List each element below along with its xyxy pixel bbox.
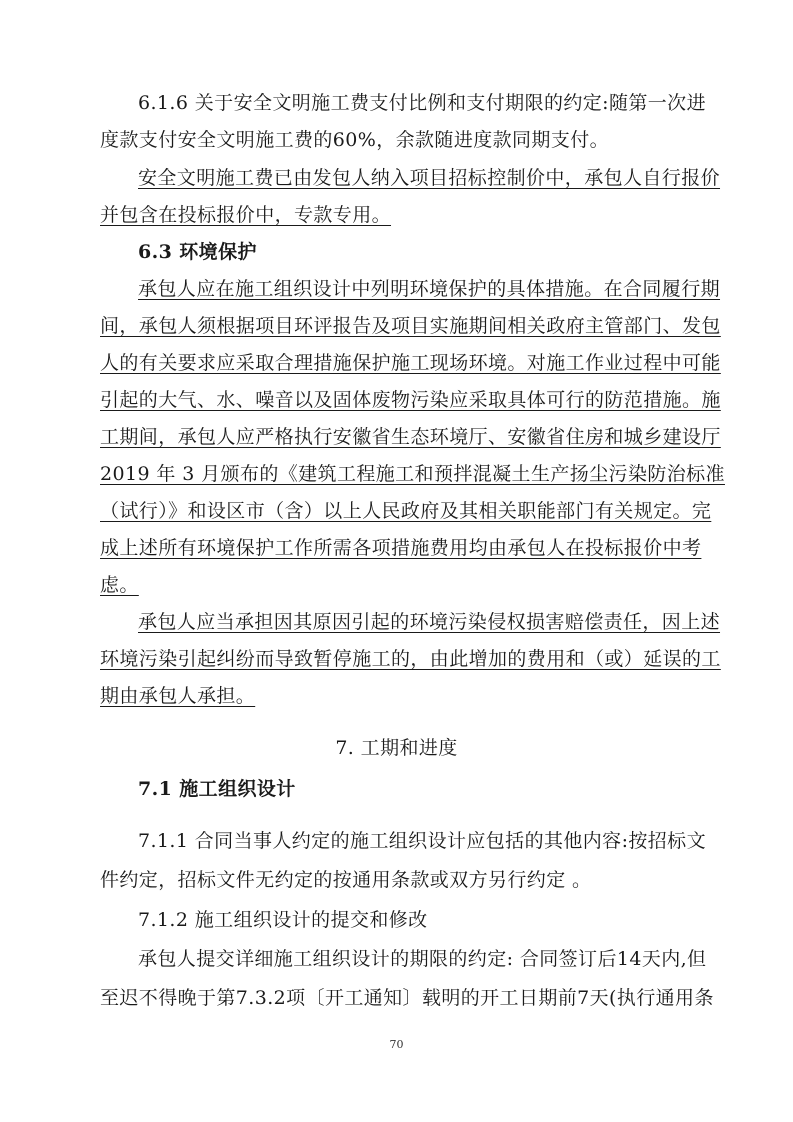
- env-protection-line-8: 成上述所有环境保护工作所需各项措施费用均由承包人在投标报价中考: [100, 537, 702, 559]
- safety-fee-note-line-2: 并包含在投标报价中，专款专用。: [100, 204, 392, 226]
- pollution-liability-line-2: 环境污染引起纠纷而导致暂停施工的，由此增加的费用和（或）延误的工: [100, 648, 721, 670]
- env-protection-line-6: 2019 年 3 月颁布的《建筑工程施工和预拌混凝土生产扬尘污染防治标准: [100, 463, 725, 485]
- pollution-liability-line-3: 期由承包人承担。: [100, 685, 256, 707]
- safety-fee-note-line-1: 安全文明施工费已由发包人纳入项目招标控制价中，承包人自行报价: [138, 167, 721, 189]
- chapter-7-heading: 7. 工期和进度: [335, 737, 458, 759]
- env-protection-line-3: 人的有关要求应采取合理措施保护施工现场环境。对施工作业过程中可能: [100, 352, 721, 374]
- clause-6-1-6-line-2: 度款支付安全文明施工费的60%，余款随进度款同期支付。: [100, 129, 610, 151]
- env-protection-line-2: 间，承包人须根据项目环评报告及项目实施期间相关政府主管部门、发包: [100, 315, 721, 337]
- env-protection-line-9: 虑。: [100, 574, 139, 596]
- clause-7-1-2-line-1: 承包人提交详细施工组织设计的期限的约定: 合同签订后14天内,但: [138, 948, 707, 970]
- env-protection-line-5: 工期间，承包人应严格执行安徽省生态环境厅、安徽省住房和城乡建设厅: [100, 426, 721, 448]
- env-protection-line-7: （试行）》和设区市（含）以上人民政府及其相关职能部门有关规定。完: [100, 500, 712, 522]
- clause-7-1-1-line-1: 7.1.1 合同当事人约定的施工组织设计应包括的其他内容:按招标文: [138, 830, 706, 852]
- clause-7-1-2-line-2: 至迟不得晚于第7.3.2项〔开工通知〕载明的开工日期前7天(执行通用条: [100, 987, 714, 1009]
- page-number: 70: [389, 1038, 404, 1051]
- env-protection-line-1: 承包人应在施工组织设计中列明环境保护的具体措施。在合同履行期: [138, 278, 721, 300]
- section-7-1-heading: 7.1 施工组织设计: [138, 778, 296, 800]
- clause-6-1-6-line-1: 6.1.6 关于安全文明施工费支付比例和支付期限的约定:随第一次进: [138, 92, 706, 114]
- env-protection-line-4: 引起的大气、水、噪音以及固体废物污染应采取具体可行的防范措施。施: [100, 389, 721, 411]
- clause-7-1-2-heading: 7.1.2 施工组织设计的提交和修改: [138, 909, 428, 931]
- clause-7-1-1-line-2: 件约定，招标文件无约定的按通用条款或双方另行约定 。: [100, 869, 592, 891]
- section-6-3-heading: 6.3 环境保护: [138, 241, 257, 263]
- pollution-liability-line-1: 承包人应当承担因其原因引起的环境污染侵权损害赔偿责任，因上述: [138, 611, 721, 633]
